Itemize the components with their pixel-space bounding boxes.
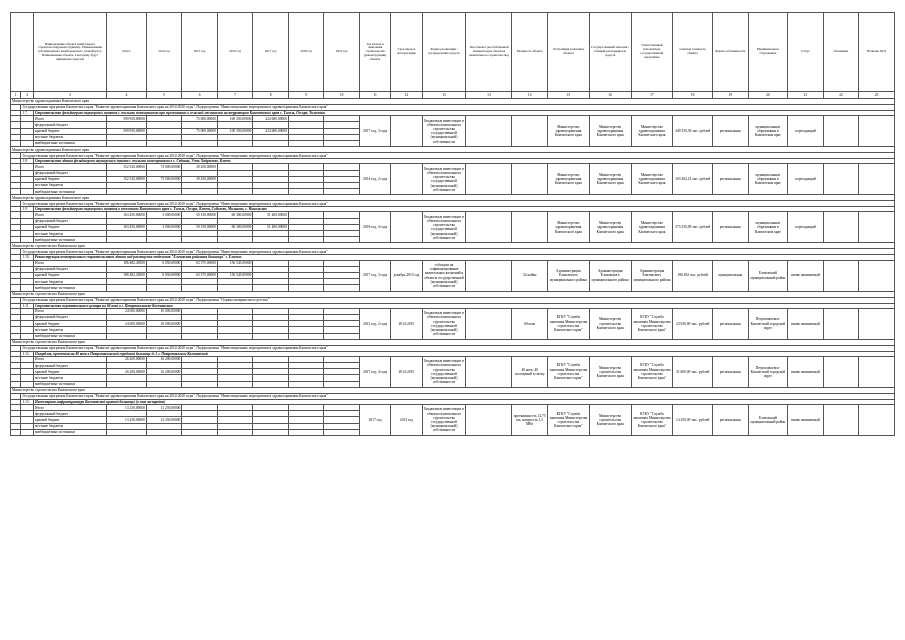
psd-cell (859, 164, 895, 195)
period-cell: 2014-2015 (391, 308, 422, 339)
funding-source-label: внебюджетные источники (33, 285, 106, 291)
column-number: 16 (589, 92, 631, 99)
municipality-cell: муниципальные образования в Камчатском крае (748, 116, 788, 147)
amount-cell (288, 429, 324, 435)
object-code: 1.8. (21, 159, 34, 164)
header-cell: 2015 год (182, 13, 218, 92)
column-number: 21 (788, 92, 824, 99)
header-cell: Форма реализации / распределения средств (422, 13, 466, 92)
object-name: Реконструкция незавершенного строительством здания под размещение отделения "Елизовская районная больница" г. Елизово (33, 255, 894, 260)
program-name: Государственная программа Камчатского края "Развитие здравоохранения Камчатского края на 2014-2020 годы", Подпрограмма "Инвестиционные мероприятия в здравоохранении Камчатского края" (21, 153, 895, 159)
cost-cell: 14 250,00 тыс. рублей (673, 405, 713, 436)
funding-source-label: краевой бюджет (33, 273, 106, 279)
column-number: 12 (391, 92, 422, 99)
funding-source-label: местные бюджеты (33, 134, 106, 140)
power-cell: 32 койки (512, 260, 548, 291)
basis-cell (823, 116, 859, 147)
amount-cell: 3 000,00000 (146, 212, 182, 218)
amount-cell: 163 450,00000 (107, 212, 147, 218)
builder-cell: Министерство здравоохранения Камчатского края (547, 164, 589, 195)
amount-cell: 24 000,00000 (107, 321, 147, 327)
municipality-cell: Петропавловск-Камчатский городской округ (748, 308, 788, 339)
header-cell: Муниципальное образование (748, 13, 788, 92)
years-cell: 2015 год, 2 года (359, 308, 390, 339)
program-name: Государственная программа Камчатского края "Развитие здравоохранения Камчатского края на 2014-2020 годы", Подпрограмма "Инвестиционные мероприятия в здравоохранении Камчатского края" (21, 345, 895, 351)
status-cell: вновь начинаемый (788, 405, 824, 436)
object-name: Строительство фельдшерско-акушерских пунктов в поселениях Камчатского края с. Тигиль, Оссора, Ключи, Соболево, Мильково, с. Никольское (33, 207, 894, 212)
header-row (11, 13, 895, 92)
object-code: 1.10. (21, 255, 34, 260)
amount-cell: 10 000,00000 (146, 321, 182, 327)
column-number: 8 (253, 92, 289, 99)
column-number: 10 (324, 92, 360, 99)
header-cell: Тип объекта (из обобщенной номенклатуры объектов капитального строительства) (466, 13, 512, 92)
amount-cell: 13 250,00000 (146, 417, 182, 423)
amount-cell: 224 600,00000 (253, 128, 289, 134)
object-name: Пищеблок, прачечная на 40 коек в Петропавловской городской больнице № 1 г. Петропавловск-Камчатский (33, 351, 894, 356)
column-number: 6 (182, 92, 218, 99)
ministry-name: Министерство строительства Камчатского края (11, 243, 895, 249)
power-cell (512, 116, 548, 147)
program-name: Государственная программа Камчатского края "Развитие здравоохранения Камчатского края на 2014-2020 годы", Подпрограмма "Инвестиционные мероприятия в здравоохранении Камчатского края" (21, 105, 895, 111)
column-number: 11 (359, 92, 390, 99)
form-cell: Бюджетные инвестиции в объекты капитального строительства государственной (муниципальной) собственности (422, 356, 466, 387)
object-name: Строительство перинатального центра на 60 коек в г. Петропавловске-Камчатском (33, 303, 894, 308)
column-number: 15 (547, 92, 589, 99)
funding-source-label: федеральный бюджет (33, 363, 106, 369)
ministry-name: Министерство здравоохранения Камчатского края (11, 147, 895, 153)
funding-source-label: местные бюджеты (33, 423, 106, 429)
funding-source-label: местные бюджеты (33, 279, 106, 285)
ministry-name: Министерство строительства Камчатского края (11, 339, 895, 345)
funding-source-label: внебюджетные источники (33, 429, 106, 435)
status-cell: переходящий (788, 212, 824, 243)
cost-cell: 163 402,14 тыс. рублей (673, 164, 713, 195)
header-cell: Ответственный исполнитель государственной программы (631, 13, 673, 92)
funding-source-label: федеральный бюджет (33, 266, 106, 272)
amount-cell: 6 050,00000 (146, 260, 182, 266)
header-cell: Сметная стоимость объекта (673, 13, 713, 92)
builder-cell: КГКУ "Служба заказчика Министерства строительства Камчатского края" (547, 405, 589, 436)
amount-cell: 75 000,00000 (182, 116, 218, 122)
column-number: 13 (466, 92, 512, 99)
header-cell: 2019 год (324, 13, 360, 92)
funding-source-label: федеральный бюджет (33, 170, 106, 176)
amount-cell: 26 200,00000 (107, 356, 147, 362)
amount-cell: 16 200,00000 (146, 369, 182, 375)
program-name: Государственная программа Камчатского края "Развитие здравоохранения Камчатского края на 2014-2020 годы", Подпрограмма "Инвестиционные мероприятия в здравоохранении Камчатского края" (21, 393, 895, 399)
ministry-name: Министерство здравоохранения Камчатского края (11, 195, 895, 201)
period-cell (391, 116, 422, 147)
amount-cell: 10 000,00000 (146, 308, 182, 314)
amount-cell: 163 450,00000 (107, 224, 147, 230)
amount-cell (146, 429, 182, 435)
column-number: 19 (713, 92, 749, 99)
spreadsheet-page (10, 12, 895, 632)
amount-cell: 63 375,00000 (182, 260, 218, 266)
basis-cell (823, 405, 859, 436)
funding-source-label: местные бюджеты (33, 231, 106, 237)
indent-cell (11, 429, 21, 435)
basis-cell (823, 212, 859, 243)
form-cell: Бюджетные инвестиции в объекты капитального строительства государственной (муниципальной) собственности (422, 405, 466, 436)
header-cell: 2014 год (146, 13, 182, 92)
basis-cell (823, 356, 859, 387)
amount-cell: 24 000,00000 (107, 308, 147, 314)
ownership-cell: региональная (713, 405, 749, 436)
funding-source-label: краевой бюджет (33, 369, 106, 375)
column-number: 18 (673, 92, 713, 99)
years-cell: 2017 год, 3 года (359, 260, 390, 291)
header-cell: Основание (823, 13, 859, 92)
customer-cell: Министерство строительства Камчатского края (589, 356, 631, 387)
column-number: 20 (748, 92, 788, 99)
power-cell: протяженность 12,75 км, мощность 1,5 МВт (512, 405, 548, 436)
column-number: 22 (823, 92, 859, 99)
funding-source-label: федеральный бюджет (33, 218, 106, 224)
object-code: 1.11. (21, 303, 34, 308)
funding-source-label: внебюджетные источники (33, 237, 106, 243)
form-cell: Бюджетные инвестиции в объекты капитального строительства государственной (муниципальной) собственности (422, 212, 466, 243)
basis-cell (823, 260, 859, 291)
amount-cell: 599 950,00000 (107, 128, 147, 134)
basis-cell (823, 164, 859, 195)
ownership-cell: региональная (713, 356, 749, 387)
amount-cell: 186 482,45000 (107, 260, 147, 266)
psd-cell (859, 116, 895, 147)
customer-cell: Министерство строительства Камчатского края (589, 405, 631, 436)
amount-cell: 13 250,00000 (146, 405, 182, 411)
amount-cell: 16 200,00000 (146, 356, 182, 362)
customer-cell: Администрация Елизовского муниципального района (589, 260, 631, 291)
years-cell: 2017 год (359, 405, 390, 436)
amount-cell: 152 330,00000 (107, 164, 147, 170)
column-number: 7 (217, 92, 253, 99)
ministry-name: Министерство строительства Камчатского края (11, 387, 895, 393)
ownership-cell: региональная (713, 212, 749, 243)
municipality-cell: муниципальные образования в Камчатском крае (748, 164, 788, 195)
funding-source-label: Итого (33, 356, 106, 362)
object-type-cell (466, 260, 512, 291)
funding-source-label: Итого (33, 116, 106, 122)
column-number: 13 (422, 92, 466, 99)
amount-cell: 599 950,00000 (107, 116, 147, 122)
funding-source-label: Итого (33, 260, 106, 266)
municipality-cell: Елизовский муниципальный район (748, 405, 788, 436)
customer-cell: Министерство здравоохранения Камчатского края (589, 164, 631, 195)
header-cell: Застройщик (заказчик) объекта (547, 13, 589, 92)
funding-source-label: Итого (33, 308, 106, 314)
object-name: Инженерная инфраструктура Камчатской краевой больницы (в зоне застройки) (33, 399, 894, 404)
header-cell: Форма собственности (713, 13, 749, 92)
amount-cell: 60 300,00000 (217, 224, 253, 230)
funding-row (11, 116, 895, 122)
amount-cell: 100 350,00000 (217, 116, 253, 122)
amount-cell: 63 375,00000 (182, 273, 218, 279)
years-cell: 2014 год, 2 года (359, 164, 390, 195)
builder-cell: КГКУ "Служба заказчика Министерства строительства Камчатского края" (547, 308, 589, 339)
executor-cell: КГКУ "Служба заказчика Министерства строительства Камчатского края" (631, 308, 673, 339)
amount-cell: 6 050,00000 (146, 273, 182, 279)
program-name: Государственная программа Камчатского края "Развитие здравоохранения Камчатского края на 2014-2020 годы", Подпрограмма "Инвестиционные мероприятия в здравоохранении Камчатского края" (21, 249, 895, 255)
funding-source-label: местные бюджеты (33, 375, 106, 381)
object-code: 1.13. (21, 399, 34, 404)
status-cell: переходящий (788, 116, 824, 147)
header-cell: Мощность объекта (512, 13, 548, 92)
amount-cell: 73 000,00000 (146, 176, 182, 182)
funding-source-label: Итого (33, 405, 106, 411)
customer-cell: Министерство строительства Камчатского края (589, 308, 631, 339)
amount-cell: 224 600,00000 (253, 116, 289, 122)
object-type-cell (466, 308, 512, 339)
funding-source-label: Итого (33, 212, 106, 218)
years-cell: 2017 год, 3 года (359, 116, 390, 147)
object-type-cell (466, 212, 512, 243)
object-code: 1.7. (21, 111, 34, 116)
funding-source-label: краевой бюджет (33, 224, 106, 230)
header-cell-blank (11, 13, 34, 92)
executor-cell: Министерство здравоохранения Камчатского края (631, 116, 673, 147)
column-number: 17 (631, 92, 673, 99)
form-cell: Бюджетные инвестиции в объекты капитального строительства государственной (муниципальной) собственности (422, 308, 466, 339)
header-cell: 2016 год (217, 13, 253, 92)
header-cell: Статус (788, 13, 824, 92)
period-cell: 2013 год (391, 405, 422, 436)
funding-source-label: федеральный бюджет (33, 314, 106, 320)
header-cell: Государственный заказчик / главный распорядитель средств (589, 13, 631, 92)
cost-cell: 186 482 тыс. рублей (673, 260, 713, 291)
power-cell: 40 коек, 40 посещений в смену (512, 356, 548, 387)
amount-cell: 75 000,00000 (182, 128, 218, 134)
municipality-cell: Петропавловск-Камчатский городской округ (748, 356, 788, 387)
funding-source-label: Итого (33, 164, 106, 170)
ministry-name: Министерство здравоохранения Камчатского края (11, 99, 895, 105)
customer-cell: Министерство здравоохранения Камчатского края (589, 116, 631, 147)
column-number: 4 (107, 92, 147, 99)
amount-cell: 60 300,00000 (217, 212, 253, 218)
ministry-name: Министерство строительства Камчатского края (11, 291, 895, 297)
period-cell: 2014-2015 (391, 356, 422, 387)
column-number: 14 (512, 92, 548, 99)
amount-cell: 156 545,00000 (217, 260, 253, 266)
funding-source-label: краевой бюджет (33, 176, 106, 182)
psd-cell (859, 308, 895, 339)
column-number: 9 (288, 92, 324, 99)
form-cell: субсидии на софинансирование капитальных вложений в объекты государственной (муниципальной) собственности (422, 260, 466, 291)
ownership-cell: региональная (713, 308, 749, 339)
years-cell: 2018 год, 4 года (359, 212, 390, 243)
form-cell: Бюджетные инвестиции в объекты капитального строительства государственной (муниципальной) собственности (422, 164, 466, 195)
amount-cell: 50 150,00000 (182, 212, 218, 218)
funding-row (11, 405, 895, 411)
object-code: 1.9. (21, 207, 34, 212)
builder-cell: Министерство здравоохранения Камчатского края (547, 116, 589, 147)
header-cell: Наименование объекта капитального строительства(реконструкции) / Наименование субсидии (иного межбюджетного трансферта) / Наименование объекта, к которому будут применены средства (33, 13, 106, 92)
funding-source-label: местные бюджеты (33, 182, 106, 188)
amount-cell: 13 250,00000 (107, 405, 147, 411)
indent-cell (21, 429, 34, 435)
status-cell: переходящий (788, 164, 824, 195)
amount-cell: 13 250,00000 (107, 417, 147, 423)
header-cell: 2017 год (253, 13, 289, 92)
header-cell: Наличие ПСД (859, 13, 895, 92)
header-cell: 2018 год (288, 13, 324, 92)
header-cell: Срок ввода в эксплуатацию (391, 13, 422, 92)
psd-cell (859, 212, 895, 243)
executor-cell: Министерство здравоохранения Камчатского края (631, 212, 673, 243)
object-name: Строительство здания фельдшерско-акушерского пункта с жилыми помещениями в с. Седанка, Усть-Хайрюзово, Ключи (33, 159, 894, 164)
object-type-cell (466, 164, 512, 195)
cost-cell: 31 600,00 тыс. рублей (673, 356, 713, 387)
cost-cell: 23 930,00 тыс. рублей (673, 308, 713, 339)
object-name: Строительство фельдшерско-акушерских пунктов с жилыми помещениями при проживании в сельской местности на территории Камчатского края с. Тигиль, Оссора, Тиличики (33, 111, 894, 116)
amount-cell: 51 400,00000 (253, 212, 289, 218)
funding-source-label: краевой бюджет (33, 417, 106, 423)
funding-source-label: федеральный бюджет (33, 411, 106, 417)
ownership-cell: региональная (713, 116, 749, 147)
amount-cell: 186 482,45000 (107, 273, 147, 279)
amount-cell: 156 545,00000 (217, 273, 253, 279)
amount-cell: 26 200,00000 (107, 369, 147, 375)
customer-cell: Министерство здравоохранения Камчатского края (589, 212, 631, 243)
funding-source-label: внебюджетные источники (33, 140, 106, 146)
amount-cell (253, 429, 289, 435)
amount-cell (182, 429, 218, 435)
amount-cell: 152 330,00000 (107, 176, 147, 182)
psd-cell (859, 356, 895, 387)
amount-cell (107, 429, 147, 435)
funding-source-label: внебюджетные источники (33, 189, 106, 195)
funding-source-label: краевой бюджет (33, 321, 106, 327)
ownership-cell: региональная (713, 164, 749, 195)
power-cell (512, 212, 548, 243)
power-cell: 60 коек (512, 308, 548, 339)
column-number: 5 (146, 92, 182, 99)
funding-source-label: местные бюджеты (33, 327, 106, 333)
object-type-cell (466, 405, 512, 436)
form-cell: Бюджетные инвестиции в объекты капитального строительства государственной (муниципальной) собственности (422, 116, 466, 147)
column-number: 23 (859, 92, 895, 99)
period-cell: декабрь 2015 год (391, 260, 422, 291)
header-cell: Итого (107, 13, 147, 92)
years-cell: 2017 год, 4 года (359, 356, 390, 387)
program-name: Государственная программа Камчатского края "Развитие здравоохранения Камчатского края на 2014-2020 годы", Подпрограмма "Охрана материнства и детства" (21, 297, 895, 303)
amount-cell: 50 150,00000 (182, 224, 218, 230)
builder-cell: Администрация Елизовского муниципального района (547, 260, 589, 291)
power-cell (512, 164, 548, 195)
period-cell (391, 212, 422, 243)
amount-cell: 100 350,00000 (217, 128, 253, 134)
funding-source-label: краевой бюджет (33, 128, 106, 134)
amount-cell: 3 000,00000 (146, 224, 182, 230)
builder-cell: КГКУ "Служба заказчика Министерства строительства Камчатского края" (547, 356, 589, 387)
column-number-row (11, 92, 895, 99)
executor-cell: Министерство здравоохранения Камчатского края (631, 164, 673, 195)
object-type-cell (466, 356, 512, 387)
amount-cell (324, 429, 360, 435)
basis-cell (823, 308, 859, 339)
municipality-cell: Елизовский муниципальный район (748, 260, 788, 291)
funding-source-label: внебюджетные источники (33, 333, 106, 339)
executor-cell: Администрация Елизовского муниципального района (631, 260, 673, 291)
status-cell: вновь начинаемый (788, 260, 824, 291)
period-cell (391, 164, 422, 195)
funding-source-label: федеральный бюджет (33, 122, 106, 128)
amount-cell (217, 429, 253, 435)
cost-cell: 373 350,09 тыс. рублей (673, 212, 713, 243)
column-number: 3 (33, 92, 106, 99)
executor-cell: КГКУ "Служба заказчика Министерства строительства Камчатского края" (631, 405, 673, 436)
column-number: 2 (21, 92, 34, 99)
amount-cell: 51 400,00000 (253, 224, 289, 230)
header-cell: Год начала и окончания строительства (реконструкции) объекта (359, 13, 390, 92)
program-name: Государственная программа Камчатского края "Развитие здравоохранения Камчатского края на 2014-2020 годы", Подпрограмма "Инвестиционные мероприятия в здравоохранении Камчатского края" (21, 201, 895, 207)
psd-cell (859, 260, 895, 291)
object-type-cell (466, 116, 512, 147)
amount-cell: 39 250,00000 (182, 176, 218, 182)
object-code: 1.12. (21, 351, 34, 356)
ownership-cell: муниципальная (713, 260, 749, 291)
status-cell: вновь начинаемый (788, 308, 824, 339)
builder-cell: Министерство здравоохранения Камчатского края (547, 212, 589, 243)
municipality-cell: муниципальные образования в Камчатском крае (748, 212, 788, 243)
status-cell: вновь начинаемый (788, 356, 824, 387)
amount-cell: 73 000,00000 (146, 164, 182, 170)
psd-cell (859, 405, 895, 436)
executor-cell: КГКУ "Служба заказчика Министерства строительства Камчатского края" (631, 356, 673, 387)
capital-construction-table (10, 12, 895, 436)
amount-cell: 39 250,00000 (182, 164, 218, 170)
funding-source-label: внебюджетные источники (33, 381, 106, 387)
column-number: 1 (11, 92, 21, 99)
cost-cell: 449 350,39 тыс. рублей (673, 116, 713, 147)
